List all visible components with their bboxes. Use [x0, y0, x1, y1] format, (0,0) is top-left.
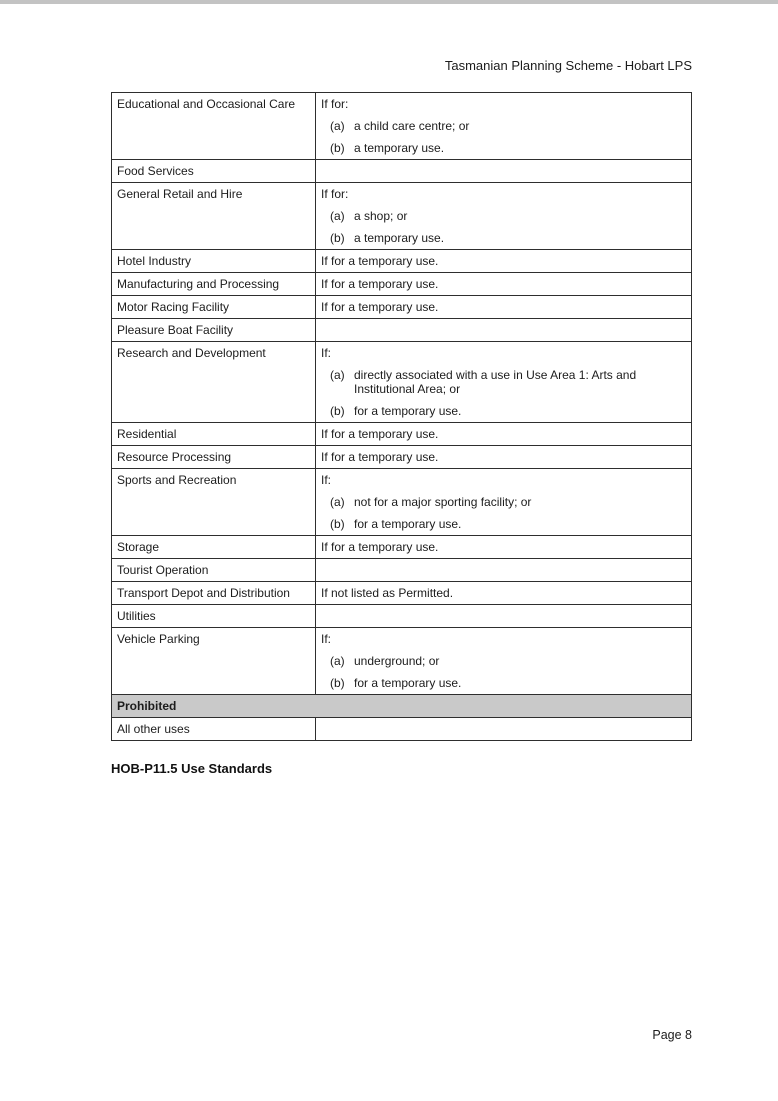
use-cell: Educational and Occasional Care — [112, 93, 316, 159]
qualification-item-label: (a) — [330, 119, 345, 133]
qualification-cell — [316, 469, 691, 535]
table-row — [112, 446, 691, 469]
qualification-item-text: a child care centre; or — [354, 119, 470, 133]
qualification-cell: If for a temporary use. — [321, 300, 439, 314]
qualification-item-text: not for a major sporting facility; or — [354, 495, 532, 509]
use-cell: Vehicle Parking — [112, 628, 316, 694]
use-cell: Tourist Operation — [112, 559, 316, 581]
table-row — [112, 296, 691, 319]
qualification-item — [321, 654, 686, 668]
qualification-item — [321, 209, 686, 223]
use-cell: Resource Processing — [112, 446, 316, 468]
qualification-item-label: (a) — [330, 495, 345, 509]
qualification-cell: If for a temporary use. — [321, 540, 439, 554]
use-cell: Food Services — [112, 160, 316, 182]
section-row-label: Prohibited — [117, 699, 177, 713]
table-row — [112, 160, 691, 183]
qualification-item-text: directly associated with a use in Use Area 1: Arts and Institutional Area; or — [354, 368, 637, 396]
table-row — [112, 93, 691, 160]
viewer-top-strip — [0, 0, 778, 4]
qualification-cell — [316, 183, 691, 249]
use-cell: Hotel Industry — [112, 250, 316, 272]
qualification-intro: If: — [321, 346, 332, 360]
qualification-cell: If for a temporary use. — [321, 277, 439, 291]
qualification-cell: If for a temporary use. — [321, 254, 439, 268]
qualification-item — [321, 141, 686, 155]
qualification-cell — [316, 93, 691, 159]
table-row — [112, 183, 691, 250]
use-cell: Residential — [112, 423, 316, 445]
use-cell: Motor Racing Facility — [112, 296, 316, 318]
qualification-item — [321, 119, 686, 133]
qualification-item — [321, 676, 686, 690]
section-heading: HOB-P11.5 Use Standards — [111, 761, 273, 776]
table-row — [112, 469, 691, 536]
use-cell: Sports and Recreation — [112, 469, 316, 535]
table-row — [112, 536, 691, 559]
qualification-item — [321, 495, 686, 509]
qualification-item-text: for a temporary use. — [354, 404, 462, 418]
page-number: Page 8 — [652, 1028, 692, 1042]
qualification-item-text: a shop; or — [354, 209, 408, 223]
use-cell: Pleasure Boat Facility — [112, 319, 316, 341]
qualification-item-label: (b) — [330, 676, 345, 690]
use-cell: Storage — [112, 536, 316, 558]
qualification-item-text: a temporary use. — [354, 141, 445, 155]
qualification-item-label: (b) — [330, 231, 345, 245]
use-table — [111, 92, 692, 741]
qualification-item-text: for a temporary use. — [354, 517, 462, 531]
use-cell: Transport Depot and Distribution — [112, 582, 316, 604]
qualification-item-label: (a) — [330, 209, 345, 223]
qualification-item-label: (b) — [330, 517, 345, 531]
qualification-cell: If for a temporary use. — [321, 427, 439, 441]
qualification-item-label: (b) — [330, 141, 345, 155]
table-row — [112, 250, 691, 273]
qualification-cell: If for a temporary use. — [321, 450, 439, 464]
use-cell: General Retail and Hire — [112, 183, 316, 249]
qualification-item-text: underground; or — [354, 654, 440, 668]
qualification-cell — [316, 628, 691, 694]
use-cell: Utilities — [112, 605, 316, 627]
qualification-item — [321, 517, 686, 531]
qualification-cell — [316, 319, 691, 341]
qualification-cell — [316, 605, 691, 627]
qualification-item — [321, 368, 686, 396]
qualification-item-text: for a temporary use. — [354, 676, 462, 690]
qualification-intro: If for: — [321, 97, 349, 111]
table-row — [112, 582, 691, 605]
qualification-item-label: (a) — [330, 654, 345, 668]
qualification-item — [321, 404, 686, 418]
qualification-cell — [316, 342, 691, 422]
qualification-cell — [316, 160, 691, 182]
qualification-item — [321, 231, 686, 245]
table-row — [112, 342, 691, 423]
table-row — [112, 605, 691, 628]
qualification-item-label: (b) — [330, 404, 345, 418]
qualification-intro: If: — [321, 473, 332, 487]
qualification-intro: If: — [321, 632, 332, 646]
use-cell: All other uses — [112, 718, 316, 740]
use-cell: Research and Development — [112, 342, 316, 422]
use-cell: Manufacturing and Processing — [112, 273, 316, 295]
qualification-cell — [316, 718, 691, 740]
table-row — [112, 559, 691, 582]
qualification-item-label: (a) — [330, 368, 345, 382]
table-row — [112, 628, 691, 695]
qualification-cell — [316, 559, 691, 581]
table-row — [112, 423, 691, 446]
document-header-title: Tasmanian Planning Scheme - Hobart LPS — [444, 58, 692, 73]
table-row — [112, 273, 691, 296]
table-section-row — [112, 695, 691, 718]
qualification-item-text: a temporary use. — [354, 231, 445, 245]
table-row — [112, 319, 691, 342]
qualification-cell: If not listed as Permitted. — [321, 586, 454, 600]
qualification-intro: If for: — [321, 187, 349, 201]
table-row — [112, 718, 691, 740]
